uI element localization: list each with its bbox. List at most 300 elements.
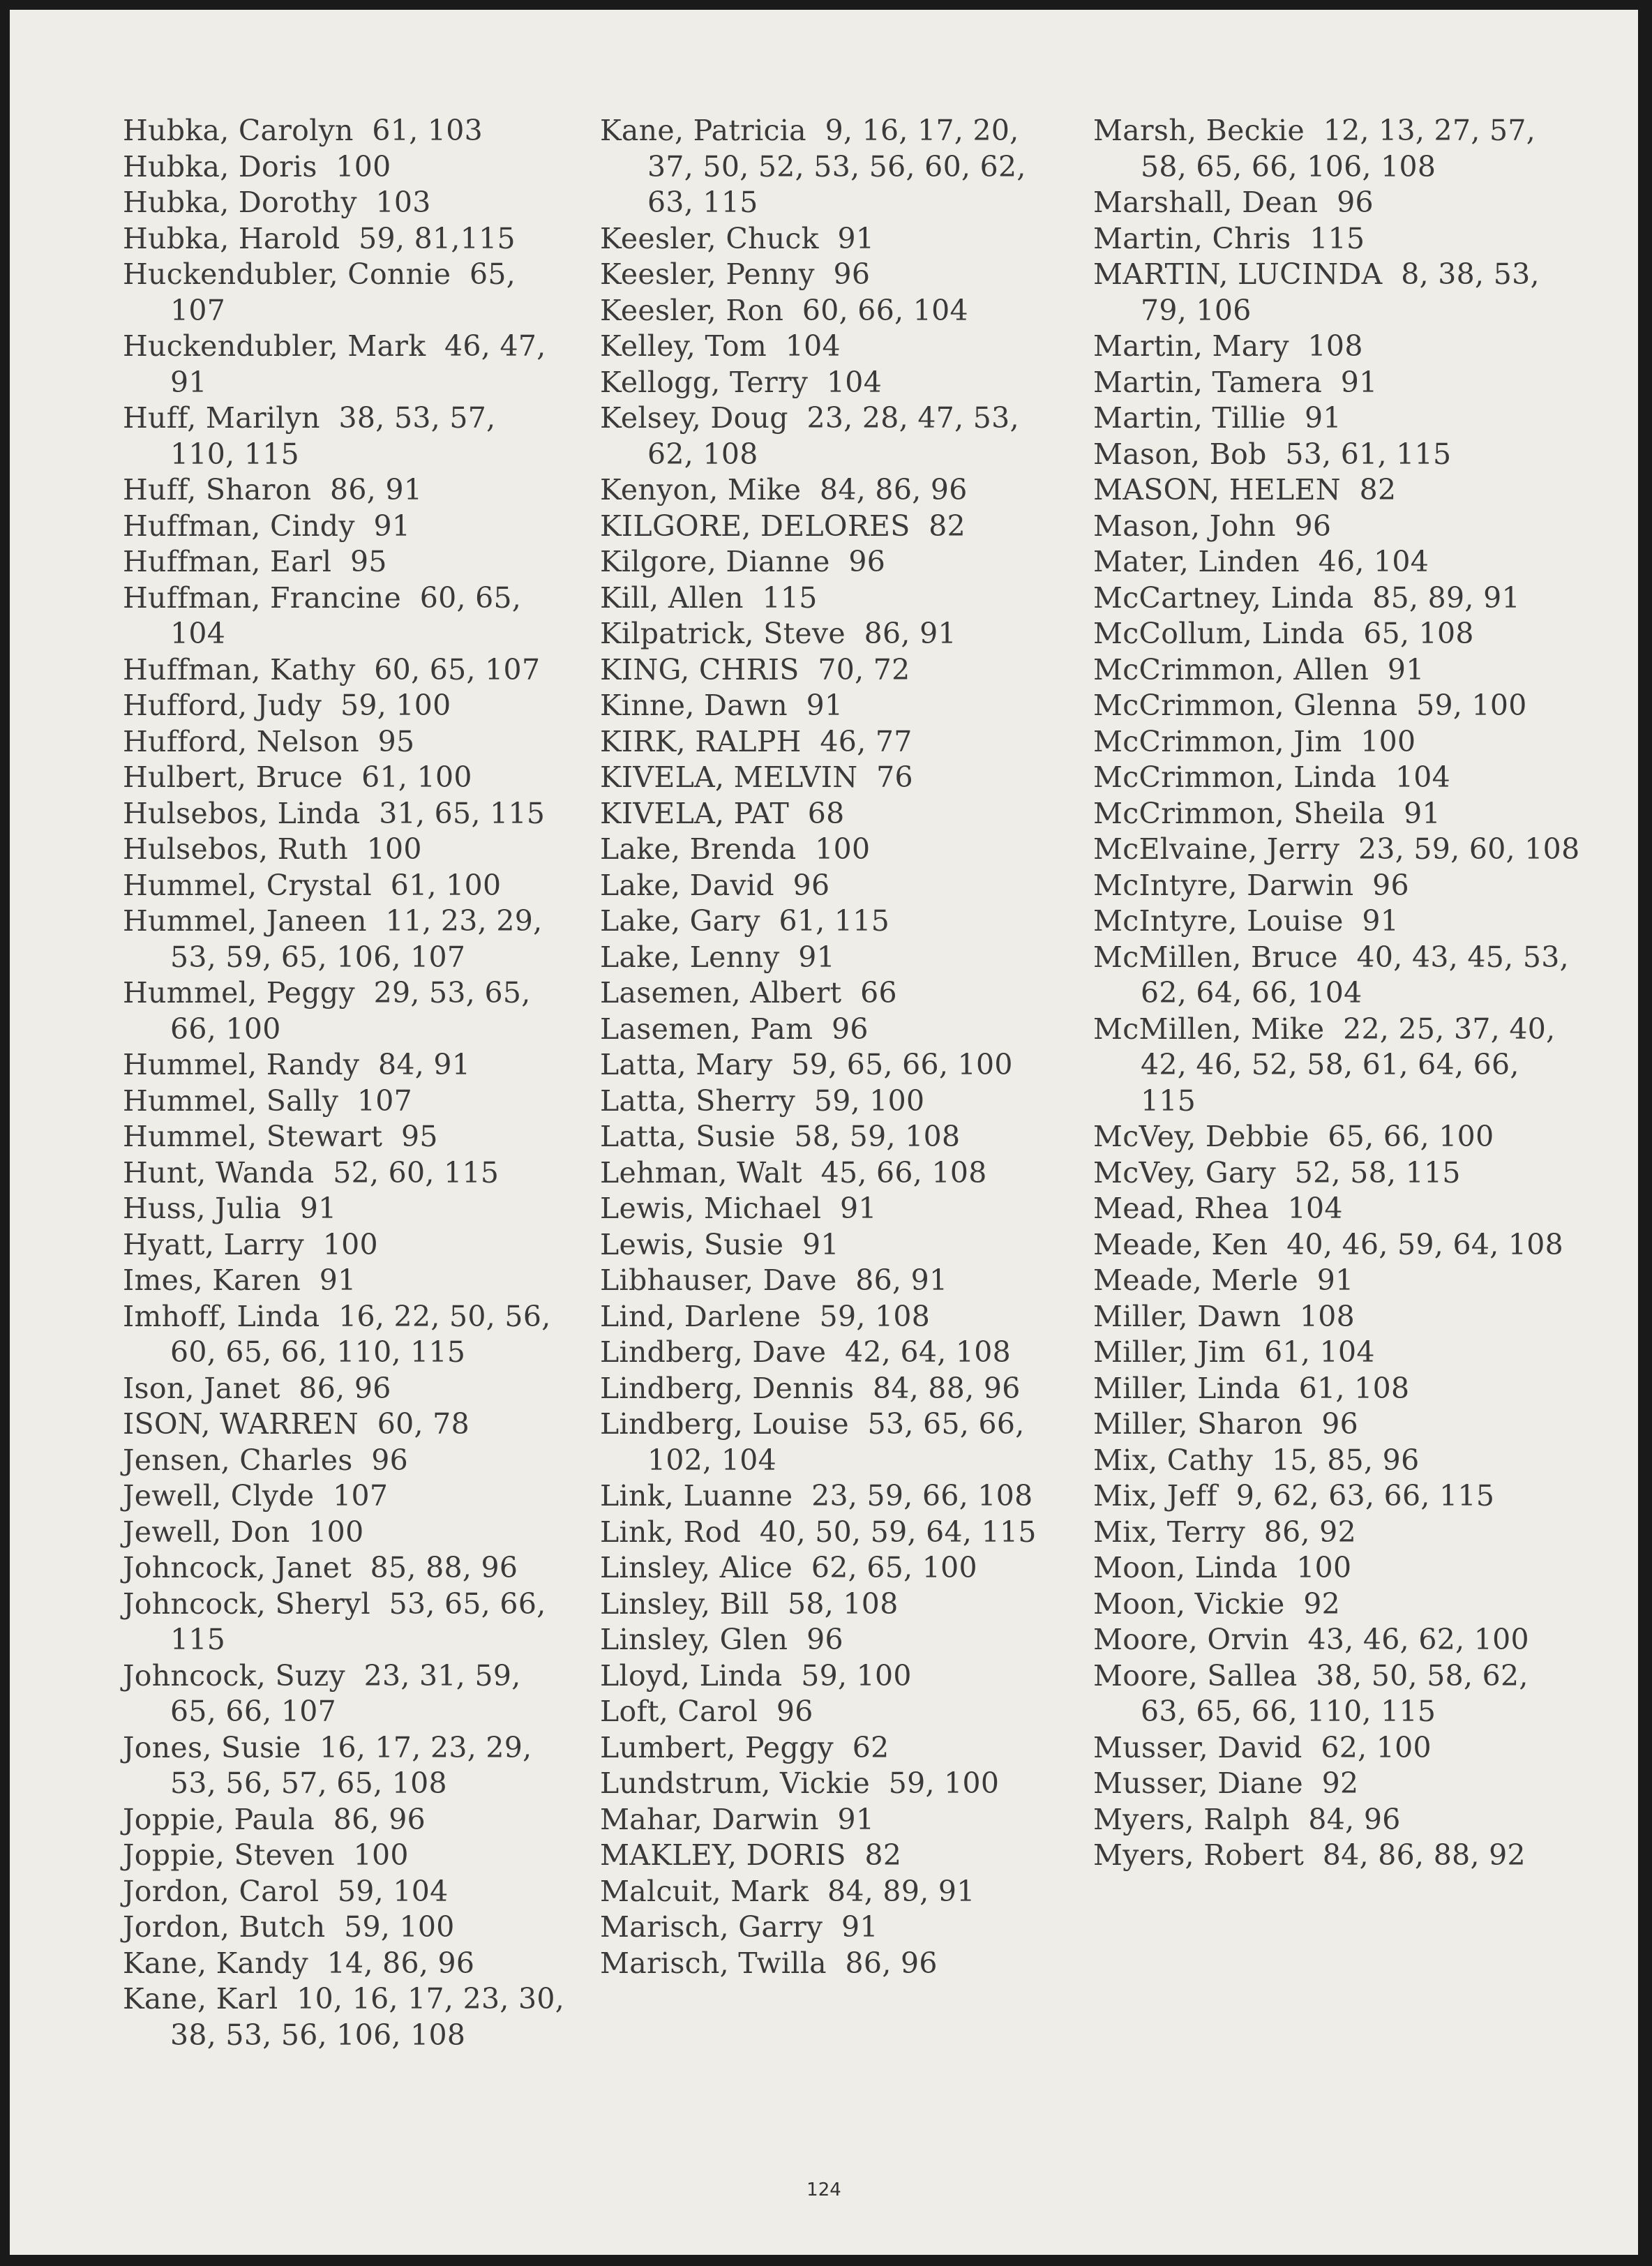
index-entry (600, 113, 1074, 221)
entry-name: Linsley, Alice (600, 1551, 793, 1584)
entry-pages: 91 (839, 1192, 877, 1225)
entry-pages: 104 (1287, 1192, 1343, 1225)
entry-name: Lloyd, Linda (600, 1658, 783, 1693)
entry-pages: 46, 104 (1318, 545, 1429, 578)
index-entry (123, 1550, 569, 1586)
index-entry (1093, 1802, 1582, 1838)
index-entry (123, 509, 569, 545)
entry-name: Hummel, Crystal (123, 868, 373, 902)
index-entry (123, 1191, 569, 1227)
index-entry (600, 580, 1074, 617)
entry-pages: 46, 47, 91 (170, 329, 555, 399)
index-entry (600, 472, 1074, 509)
entry-name: Miller, Dawn (1093, 1299, 1282, 1333)
entry-name: Kilgore, Dianne (600, 545, 830, 578)
index-entry (1093, 1299, 1582, 1335)
entry-name: Mix, Cathy (1093, 1443, 1254, 1477)
entry-pages: 59, 100 (344, 1910, 455, 1944)
index-column-1 (123, 113, 574, 2053)
entry-pages: 66 (860, 976, 897, 1010)
entry-pages: 96 (806, 1623, 843, 1656)
entry-pages: 91 (806, 689, 843, 722)
entry-name: Mix, Terry (1093, 1515, 1246, 1549)
entry-pages: 43, 46, 62, 100 (1307, 1623, 1529, 1656)
entry-name: Lind, Darlene (600, 1299, 801, 1333)
index-entry (600, 544, 1074, 580)
entry-pages: 91 (798, 940, 836, 974)
entry-pages: 59, 100 (813, 1083, 925, 1118)
entry-name: McElvaine, Jerry (1093, 832, 1340, 866)
entry-pages: 9, 62, 63, 66, 115 (1236, 1479, 1495, 1513)
index-entry (123, 1981, 574, 2053)
entry-pages: 14, 86, 96 (326, 1946, 475, 1980)
entry-name: MARTIN, LUCINDA (1093, 257, 1383, 291)
entry-pages: 100 (308, 1515, 364, 1549)
index-entry (600, 1694, 1074, 1730)
entry-pages: 46, 77 (820, 724, 913, 758)
entry-name: MAKLEY, DORIS (600, 1838, 846, 1872)
index-entry (1093, 652, 1582, 689)
index-entry (600, 1909, 1074, 1946)
entry-name: Kane, Karl (123, 1982, 278, 2016)
entry-pages: 96 (1337, 186, 1374, 219)
index-entry (600, 293, 1074, 329)
entry-name: Link, Rod (600, 1515, 742, 1549)
index-entry (600, 509, 1074, 545)
entry-name: Kenyon, Mike (600, 473, 802, 507)
entry-name: Miller, Linda (1093, 1371, 1281, 1405)
entry-pages: 65, 108 (1363, 617, 1474, 650)
entry-pages: 59, 100 (801, 1658, 912, 1693)
entry-name: Hufford, Judy (123, 689, 322, 722)
entry-name: Link, Luanne (600, 1479, 793, 1513)
index-entry (600, 1730, 1074, 1766)
index-entry (123, 1838, 569, 1874)
entry-pages: 84, 86, 88, 92 (1322, 1838, 1526, 1872)
entry-pages: 38, 50, 58, 62, 63, 65, 66, 110, 115 (1141, 1658, 1538, 1728)
index-entry (123, 1730, 569, 1802)
index-entry (600, 365, 1074, 401)
entry-name: Miller, Sharon (1093, 1407, 1303, 1441)
entry-pages: 86, 91 (855, 1263, 948, 1297)
entry-pages: 91 (837, 221, 875, 255)
entry-name: Marisch, Garry (600, 1910, 823, 1944)
entry-pages: 65, 66, 100 (1328, 1120, 1494, 1153)
index-entry (1093, 1766, 1582, 1802)
index-entry (1093, 221, 1582, 257)
entry-name: Hummel, Peggy (123, 976, 355, 1010)
index-entry (600, 832, 1074, 868)
entry-pages: 59, 81,115 (359, 221, 516, 255)
entry-name: Lake, Gary (600, 904, 760, 938)
index-entry (1093, 796, 1582, 832)
entry-name: Lewis, Susie (600, 1227, 784, 1261)
index-entry (123, 400, 569, 472)
entry-name: Lake, David (600, 868, 774, 902)
index-entry (1093, 400, 1582, 437)
entry-pages: 100 (1296, 1551, 1352, 1584)
entry-pages: 10, 16, 17, 23, 30, 38, 53, 56, 106, 108 (170, 1982, 574, 2052)
index-entry (600, 1047, 1074, 1083)
entry-name: Linsley, Glen (600, 1623, 788, 1656)
entry-name: Joppie, Paula (123, 1802, 315, 1836)
entry-name: Meade, Ken (1093, 1227, 1268, 1261)
entry-name: Hulsebos, Linda (123, 796, 361, 830)
entry-pages: 53, 61, 115 (1285, 437, 1452, 471)
entry-pages: 59, 100 (888, 1766, 1000, 1800)
entry-pages: 61, 115 (779, 904, 890, 938)
entry-name: Musser, David (1093, 1730, 1302, 1764)
entry-name: Huff, Sharon (123, 473, 312, 507)
entry-pages: 61, 108 (1298, 1371, 1410, 1405)
index-entry (600, 1012, 1074, 1048)
entry-pages: 115 (762, 580, 818, 615)
index-entry (123, 688, 569, 724)
index-entry (1093, 113, 1582, 185)
index-entry (1093, 1119, 1582, 1155)
entry-pages: 84, 89, 91 (827, 1874, 975, 1908)
entry-pages: 96 (793, 868, 830, 902)
entry-pages: 59, 100 (1416, 689, 1527, 722)
entry-name: Hulbert, Bruce (123, 760, 343, 794)
index-entry (600, 1083, 1074, 1120)
entry-name: KIRK, RALPH (600, 724, 802, 758)
index-entry (600, 724, 1074, 760)
index-entry (1093, 1155, 1582, 1192)
entry-pages: 86, 96 (299, 1371, 391, 1405)
entry-name: McMillen, Bruce (1093, 940, 1338, 974)
index-entry (123, 1227, 569, 1263)
entry-pages: 100 (322, 1227, 378, 1261)
entry-pages: 115 (1309, 221, 1365, 255)
entry-name: Latta, Sherry (600, 1083, 796, 1118)
entry-pages: 91 (373, 509, 411, 543)
entry-pages: 68 (807, 796, 845, 830)
index-entry (123, 113, 569, 149)
index-entry (1093, 1371, 1582, 1407)
index-entry (1093, 1227, 1582, 1263)
entry-pages: 52, 58, 115 (1294, 1155, 1461, 1190)
entry-pages: 29, 53, 65, 66, 100 (170, 976, 540, 1046)
index-entry (1093, 437, 1582, 473)
index-entry (123, 975, 569, 1047)
entry-name: Hubka, Doris (123, 149, 317, 183)
index-entry (1093, 544, 1582, 580)
entry-pages: 96 (776, 1695, 813, 1728)
index-entry (600, 1766, 1074, 1802)
index-entry (600, 1263, 1074, 1299)
index-entry (123, 868, 569, 904)
entry-name: Jewell, Don (123, 1515, 290, 1549)
entry-name: Mahar, Darwin (600, 1802, 819, 1836)
entry-name: Malcuit, Mark (600, 1874, 809, 1908)
entry-pages: 104 (1395, 760, 1451, 794)
index-entry (123, 1263, 569, 1299)
entry-name: Kane, Kandy (123, 1946, 308, 1980)
entry-name: Hummel, Stewart (123, 1120, 383, 1153)
entry-name: Mason, Bob (1093, 437, 1267, 471)
entry-name: McVey, Debbie (1093, 1120, 1309, 1153)
index-entry (123, 1478, 569, 1515)
entry-pages: 108 (1299, 1299, 1356, 1333)
index-entry (600, 1802, 1074, 1838)
entry-name: McCrimmon, Allen (1093, 652, 1369, 686)
entry-pages: 23, 31, 59, 65, 66, 107 (170, 1658, 530, 1728)
index-entry (123, 1155, 569, 1192)
index-entry (123, 472, 569, 509)
index-entry (1093, 1443, 1582, 1479)
index-entry (1093, 1658, 1582, 1730)
entry-name: McVey, Gary (1093, 1155, 1277, 1190)
entry-name: Myers, Robert (1093, 1838, 1305, 1872)
index-entry (600, 975, 1074, 1012)
index-entry (123, 1658, 569, 1730)
entry-pages: 92 (1321, 1766, 1359, 1800)
entry-name: Martin, Mary (1093, 329, 1289, 363)
entry-pages: 86, 91 (864, 617, 956, 650)
entry-pages: 91 (802, 1227, 839, 1261)
index-entry (1093, 1012, 1582, 1120)
entry-name: Jewell, Clyde (123, 1479, 315, 1513)
entry-name: Ison, Janet (123, 1371, 280, 1405)
index-entry (123, 221, 569, 257)
entry-name: Imes, Karen (123, 1263, 301, 1297)
index-entry (600, 221, 1074, 257)
entry-pages: 58, 108 (787, 1586, 899, 1621)
index-entry (600, 257, 1074, 293)
entry-pages: 22, 25, 37, 40, 42, 46, 52, 58, 61, 64, 66, 115 (1141, 1012, 1565, 1118)
entry-pages: 96 (848, 545, 886, 578)
index-entry (1093, 832, 1582, 868)
entry-pages: 58, 59, 108 (794, 1120, 961, 1153)
index-entry (600, 329, 1074, 365)
entry-name: Moore, Sallea (1093, 1658, 1298, 1693)
entry-name: Hubka, Dorothy (123, 186, 357, 219)
entry-pages: 16, 17, 23, 29, 53, 56, 57, 65, 108 (170, 1730, 541, 1800)
entry-pages: 12, 13, 27, 57, 58, 65, 66, 106, 108 (1141, 114, 1545, 183)
entry-name: Lake, Lenny (600, 940, 780, 974)
entry-name: Moon, Linda (1093, 1551, 1278, 1584)
entry-pages: 91 (841, 1910, 878, 1944)
entry-name: Imhoff, Linda (123, 1299, 320, 1333)
entry-pages: 104 (826, 365, 883, 399)
entry-pages: 91 (299, 1192, 337, 1225)
entry-pages: 23, 59, 66, 108 (811, 1479, 1033, 1513)
index-entry (1093, 509, 1582, 545)
index-entry (123, 724, 569, 760)
entry-name: Huffman, Kathy (123, 652, 356, 686)
index-entry (123, 903, 569, 975)
index-page (10, 10, 1638, 2255)
index-entry (123, 1874, 569, 1910)
entry-pages: 62, 100 (1321, 1730, 1432, 1764)
entry-name: Myers, Ralph (1093, 1802, 1290, 1836)
index-entry (1093, 616, 1582, 652)
entry-name: Marsh, Beckie (1093, 114, 1305, 147)
entry-pages: 85, 88, 96 (370, 1551, 518, 1584)
entry-name: Huss, Julia (123, 1192, 282, 1225)
entry-pages: 100 (815, 832, 871, 866)
entry-pages: 53, 65, 66, 115 (170, 1586, 555, 1656)
index-entry (600, 1586, 1074, 1623)
entry-name: McIntyre, Darwin (1093, 868, 1354, 902)
entry-pages: 59, 65, 66, 100 (791, 1048, 1013, 1081)
index-entry (600, 400, 1074, 472)
entry-name: Kellogg, Terry (600, 365, 809, 399)
index-entry (1093, 580, 1582, 617)
entry-name: Kane, Patricia (600, 114, 806, 147)
index-entry (600, 616, 1074, 652)
index-entry (123, 1909, 569, 1946)
entry-pages: 108 (1307, 329, 1363, 363)
entry-name: McCrimmon, Sheila (1093, 796, 1386, 830)
index-entry (123, 1119, 569, 1155)
entry-name: KING, CHRIS (600, 652, 799, 686)
index-entry (123, 832, 569, 868)
entry-pages: 61, 103 (372, 114, 483, 147)
entry-name: Huffman, Cindy (123, 509, 355, 543)
entry-name: Martin, Tillie (1093, 401, 1286, 435)
entry-pages: 61, 104 (1264, 1335, 1375, 1369)
entry-pages: 76 (876, 760, 913, 794)
entry-name: Huffman, Earl (123, 545, 332, 578)
index-entry (123, 544, 569, 580)
index-entry (1093, 1730, 1582, 1766)
entry-name: Keesler, Chuck (600, 221, 819, 255)
entry-pages: 60, 78 (377, 1407, 470, 1441)
index-entry (123, 796, 569, 832)
entry-pages: 86, 96 (845, 1946, 938, 1980)
entry-name: Kelsey, Doug (600, 401, 788, 435)
entry-name: Latta, Mary (600, 1048, 773, 1081)
entry-pages: 11, 23, 29, 53, 59, 65, 106, 107 (170, 904, 552, 974)
entry-name: Lindberg, Louise (600, 1407, 849, 1441)
index-entry (1093, 940, 1582, 1012)
entry-name: Kill, Allen (600, 580, 744, 615)
entry-pages: 103 (375, 186, 431, 219)
entry-pages: 96 (371, 1443, 409, 1477)
entry-name: Moon, Vickie (1093, 1586, 1285, 1621)
entry-pages: 96 (1294, 509, 1332, 543)
index-entry (123, 1299, 569, 1371)
index-entry (600, 1478, 1074, 1515)
entry-pages: 61, 100 (390, 868, 502, 902)
entry-name: Jordon, Carol (123, 1874, 320, 1908)
index-entry (123, 1946, 569, 1982)
index-entry (1093, 185, 1582, 221)
entry-name: Mason, John (1093, 509, 1276, 543)
index-entry (600, 1227, 1074, 1263)
index-entry (600, 652, 1074, 689)
entry-name: McCartney, Linda (1093, 580, 1354, 615)
entry-name: Latta, Susie (600, 1120, 776, 1153)
entry-name: Mater, Linden (1093, 545, 1300, 578)
entry-name: Hubka, Carolyn (123, 114, 354, 147)
index-entry (1093, 1838, 1582, 1874)
entry-pages: 107 (333, 1479, 389, 1513)
entry-pages: 52, 60, 115 (333, 1155, 500, 1190)
entry-name: McMillen, Mike (1093, 1012, 1325, 1046)
entry-name: McCollum, Linda (1093, 617, 1345, 650)
index-entry (123, 1586, 569, 1658)
entry-pages: 86, 91 (330, 473, 423, 507)
entry-pages: 45, 66, 108 (820, 1155, 987, 1190)
entry-name: Johncock, Sheryl (123, 1586, 370, 1621)
entry-name: Keesler, Penny (600, 257, 815, 291)
index-entry (123, 1802, 569, 1838)
entry-pages: 62, 65, 100 (811, 1551, 977, 1584)
entry-pages: 96 (1372, 868, 1409, 902)
entry-pages: 91 (1362, 904, 1399, 938)
index-entry (1093, 365, 1582, 401)
index-entry (123, 1083, 569, 1120)
index-entry (1093, 688, 1582, 724)
index-entry (600, 1515, 1074, 1551)
entry-pages: 65, 107 (170, 257, 525, 327)
entry-pages: 59, 104 (337, 1874, 449, 1908)
index-entry (600, 760, 1074, 796)
index-entry (123, 580, 569, 652)
entry-pages: 38, 53, 57, 110, 115 (170, 401, 505, 471)
index-entry (600, 1550, 1074, 1586)
entry-name: MASON, HELEN (1093, 473, 1341, 507)
index-entry (600, 1622, 1074, 1658)
index-entry (600, 1155, 1074, 1192)
entry-name: Mead, Rhea (1093, 1192, 1269, 1225)
entry-name: KIVELA, MELVIN (600, 760, 858, 794)
entry-name: Jordon, Butch (123, 1910, 326, 1944)
entry-name: KIVELA, PAT (600, 796, 790, 830)
entry-pages: 59, 108 (819, 1299, 931, 1333)
entry-pages: 84, 88, 96 (872, 1371, 1021, 1405)
entry-pages: 84, 86, 96 (820, 473, 968, 507)
entry-name: Kilpatrick, Steve (600, 617, 846, 650)
index-column-2 (600, 113, 1074, 1981)
entry-pages: 16, 22, 50, 56, 60, 65, 66, 110, 115 (170, 1299, 560, 1369)
entry-pages: 40, 50, 59, 64, 115 (759, 1515, 1037, 1549)
entry-pages: 95 (377, 724, 415, 758)
index-entry (600, 796, 1074, 832)
entry-name: Jensen, Charles (123, 1443, 353, 1477)
entry-pages: 91 (1404, 796, 1441, 830)
index-entry (123, 329, 569, 400)
entry-name: Lindberg, Dave (600, 1335, 827, 1369)
entry-pages: 100 (336, 149, 391, 183)
entry-name: Hummel, Randy (123, 1048, 360, 1081)
index-entry (123, 652, 569, 689)
entry-pages: 62 (852, 1730, 889, 1764)
entry-name: Libhauser, Dave (600, 1263, 837, 1297)
entry-name: Lasemen, Pam (600, 1012, 813, 1046)
index-entry (600, 1191, 1074, 1227)
entry-name: Marshall, Dean (1093, 186, 1319, 219)
entry-pages: 91 (1316, 1263, 1354, 1297)
entry-pages: 42, 64, 108 (845, 1335, 1012, 1369)
index-entry (1093, 329, 1582, 365)
entry-name: Kelley, Tom (600, 329, 767, 363)
index-entry (600, 1406, 1074, 1478)
entry-name: McCrimmon, Linda (1093, 760, 1377, 794)
entry-pages: 23, 59, 60, 108 (1358, 832, 1580, 866)
entry-pages: 95 (400, 1120, 438, 1153)
entry-pages: 40, 43, 45, 53, 62, 64, 66, 104 (1141, 940, 1579, 1010)
entry-name: McCrimmon, Glenna (1093, 689, 1398, 722)
entry-pages: 40, 46, 59, 64, 108 (1286, 1227, 1564, 1261)
entry-name: Lake, Brenda (600, 832, 797, 866)
entry-name: Hubka, Harold (123, 221, 340, 255)
entry-pages: 84, 91 (378, 1048, 471, 1081)
index-entry (123, 1047, 569, 1083)
